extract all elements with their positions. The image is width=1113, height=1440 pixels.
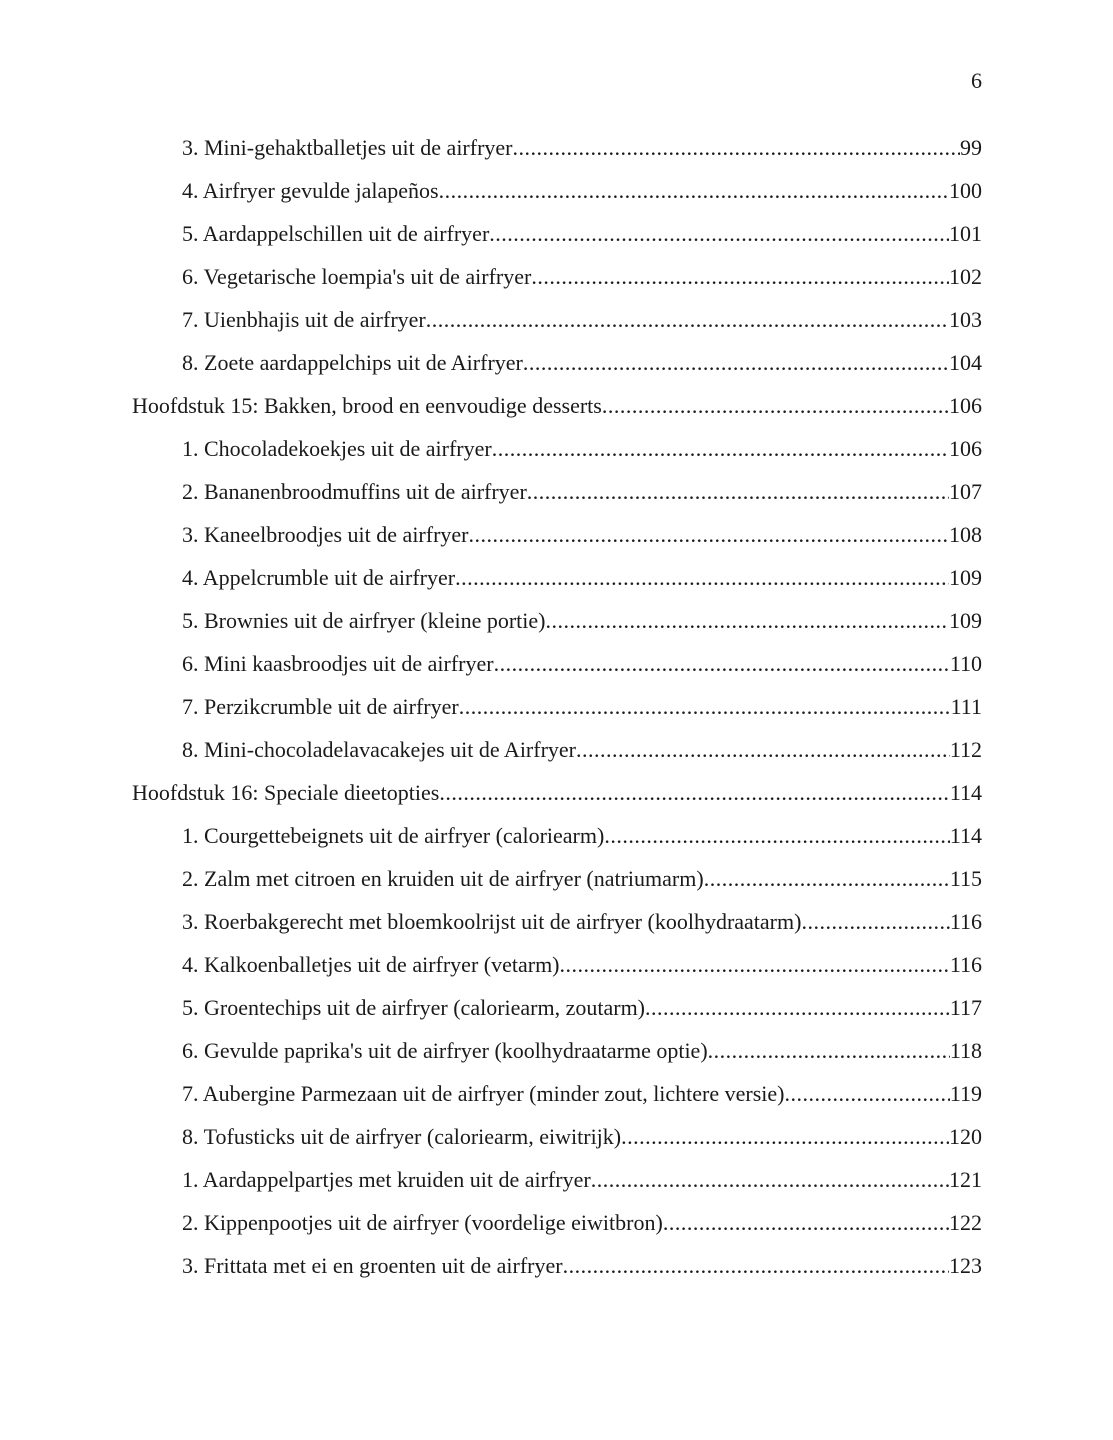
toc-entry[interactable]: [182, 261, 982, 293]
toc-entry-title: 2. Bananenbroodmuffins uit de airfryer: [182, 479, 527, 504]
toc-entry-title: Hoofdstuk 15: Bakken, brood en eenvoudige desserts: [132, 393, 602, 418]
toc-entry[interactable]: [182, 605, 982, 637]
toc-leader-dots: [708, 1035, 950, 1067]
toc-entry[interactable]: [182, 820, 982, 852]
toc-entry-page: 109: [949, 565, 982, 590]
toc-entry-page: 101: [949, 221, 982, 246]
toc-entry-page: 120: [949, 1124, 982, 1149]
toc-entry-page: 117: [949, 995, 982, 1020]
toc-entry[interactable]: [182, 433, 982, 465]
toc-entry[interactable]: [182, 863, 982, 895]
toc-entry-title: 3. Kaneelbroodjes uit de airfryer: [182, 522, 469, 547]
toc-entry-title: 5. Aardappelschillen uit de airfryer: [182, 221, 490, 246]
toc-entry-page: 106: [949, 393, 982, 418]
toc-entry[interactable]: [182, 734, 982, 766]
toc-entry[interactable]: [182, 992, 982, 1024]
toc-leader-dots: [645, 992, 950, 1024]
toc-entry-title: 6. Gevulde paprika's uit de airfryer (koolhydraatarme optie): [182, 1038, 708, 1063]
toc-entry-page: 102: [949, 264, 982, 289]
toc-entry[interactable]: [182, 476, 982, 508]
toc-entry[interactable]: [182, 949, 982, 981]
toc-entry-page: 107: [949, 479, 982, 504]
toc-entry[interactable]: [182, 519, 982, 551]
toc-entry-title: 5. Groentechips uit de airfryer (caloriearm, zoutarm): [182, 995, 646, 1020]
toc-entry-title: 4. Appelcrumble uit de airfryer: [182, 565, 456, 590]
toc-leader-dots: [523, 347, 949, 379]
toc-entry[interactable]: [182, 304, 982, 336]
toc-entry-page: 114: [949, 823, 982, 848]
toc-entry[interactable]: [182, 1035, 982, 1067]
toc-entry[interactable]: [182, 132, 982, 164]
toc-leader-dots: [426, 304, 949, 336]
toc-entry[interactable]: [182, 1121, 982, 1153]
toc-entry[interactable]: [182, 562, 982, 594]
toc-entry[interactable]: [182, 1078, 982, 1110]
toc-entry-page: 103: [949, 307, 982, 332]
toc-entry-page: 116: [949, 909, 982, 934]
toc-leader-dots: [492, 433, 949, 465]
toc-leader-dots: [785, 1078, 950, 1110]
toc-leader-dots: [560, 949, 950, 981]
toc-entry-page: 99: [960, 135, 982, 160]
toc-entry-title: 7. Perzikcrumble uit de airfryer: [182, 694, 459, 719]
toc-entry[interactable]: [182, 906, 982, 938]
toc-entry-title: 2. Zalm met citroen en kruiden uit de airfryer (natriumarm): [182, 866, 704, 891]
toc-entry-page: 119: [949, 1081, 982, 1106]
toc-entry-title: 8. Mini-chocoladelavacakejes uit de Airfryer: [182, 737, 577, 762]
toc-entry[interactable]: [182, 218, 982, 250]
toc-leader-dots: [576, 734, 950, 766]
toc-entry-page: 104: [949, 350, 982, 375]
toc-entry-page: 100: [949, 178, 982, 203]
toc-leader-dots: [563, 1250, 949, 1282]
toc-entry-title: 4. Kalkoenballetjes uit de airfryer (vetarm): [182, 952, 560, 977]
toc-entry[interactable]: [182, 691, 982, 723]
toc-entry-page: 106: [949, 436, 982, 461]
toc-entry-page: 116: [949, 952, 982, 977]
toc-leader-dots: [704, 863, 950, 895]
toc-leader-dots: [602, 390, 949, 422]
toc-entry-page: 115: [949, 866, 982, 891]
toc-entry-page: 108: [949, 522, 982, 547]
toc-entry-page: 112: [949, 737, 982, 762]
toc-entry-page: 114: [949, 780, 982, 805]
toc-chapter-entry[interactable]: [132, 777, 982, 809]
toc-entry-page: 111: [950, 694, 982, 719]
toc-entry-title: 1. Chocoladekoekjes uit de airfryer: [182, 436, 492, 461]
toc-leader-dots: [801, 906, 949, 938]
toc-leader-dots: [455, 562, 949, 594]
toc-entry-title: 3. Frittata met ei en groenten uit de airfryer: [182, 1253, 563, 1278]
toc-leader-dots: [545, 605, 949, 637]
toc-entry-title: 4. Airfryer gevulde jalapeños: [182, 178, 439, 203]
toc-entry[interactable]: [182, 648, 982, 680]
toc-entry[interactable]: [182, 1250, 982, 1282]
toc-entry-page: 121: [949, 1167, 982, 1192]
toc-leader-dots: [591, 1164, 949, 1196]
toc-entry-title: 1. Courgettebeignets uit de airfryer (caloriearm): [182, 823, 605, 848]
toc-entry[interactable]: [182, 347, 982, 379]
toc-entry[interactable]: [182, 1164, 982, 1196]
toc-entry-page: 123: [949, 1253, 982, 1278]
toc-entry-title: 6. Mini kaasbroodjes uit de airfryer: [182, 651, 494, 676]
toc-entry-title: 3. Roerbakgerecht met bloemkoolrijst uit de airfryer (koolhydraatarm): [182, 909, 802, 934]
toc-entry[interactable]: [182, 1207, 982, 1239]
toc-leader-dots: [439, 777, 949, 809]
page-number: 6: [971, 68, 982, 93]
toc-entry-title: 5. Brownies uit de airfryer (kleine portie): [182, 608, 546, 633]
toc-leader-dots: [494, 648, 950, 680]
toc-entry-title: Hoofdstuk 16: Speciale dieetopties: [132, 780, 440, 805]
toc-leader-dots: [469, 519, 950, 551]
toc-entry-title: 6. Vegetarische loempia's uit de airfryer: [182, 264, 532, 289]
toc-leader-dots: [663, 1207, 949, 1239]
toc-entry-page: 122: [949, 1210, 982, 1235]
toc-leader-dots: [459, 691, 951, 723]
toc-entry-title: 3. Mini-gehaktballetjes uit de airfryer: [182, 135, 513, 160]
toc-entry-title: 8. Zoete aardappelchips uit de Airfryer: [182, 350, 523, 375]
toc-leader-dots: [513, 132, 961, 164]
toc-entry-title: 7. Aubergine Parmezaan uit de airfryer (minder zout, lichtere versie): [182, 1081, 785, 1106]
toc-leader-dots: [489, 218, 949, 250]
toc-entry-title: 8. Tofusticks uit de airfryer (caloriearm, eiwitrijk): [182, 1124, 622, 1149]
toc-entry[interactable]: [182, 175, 982, 207]
toc-entry-title: 1. Aardappelpartjes met kruiden uit de airfryer: [182, 1167, 591, 1192]
toc-entry-title: 7. Uienbhajis uit de airfryer: [182, 307, 426, 332]
toc-entry-page: 110: [949, 651, 982, 676]
toc-leader-dots: [527, 476, 949, 508]
toc-entry-page: 118: [949, 1038, 982, 1063]
toc-leader-dots: [604, 820, 950, 852]
toc-leader-dots: [439, 175, 949, 207]
toc-entry-page: 109: [949, 608, 982, 633]
toc-leader-dots: [531, 261, 949, 293]
toc-entry-title: 2. Kippenpootjes uit de airfryer (voordelige eiwitbron): [182, 1210, 663, 1235]
toc-leader-dots: [621, 1121, 949, 1153]
toc-chapter-entry[interactable]: [132, 390, 982, 422]
